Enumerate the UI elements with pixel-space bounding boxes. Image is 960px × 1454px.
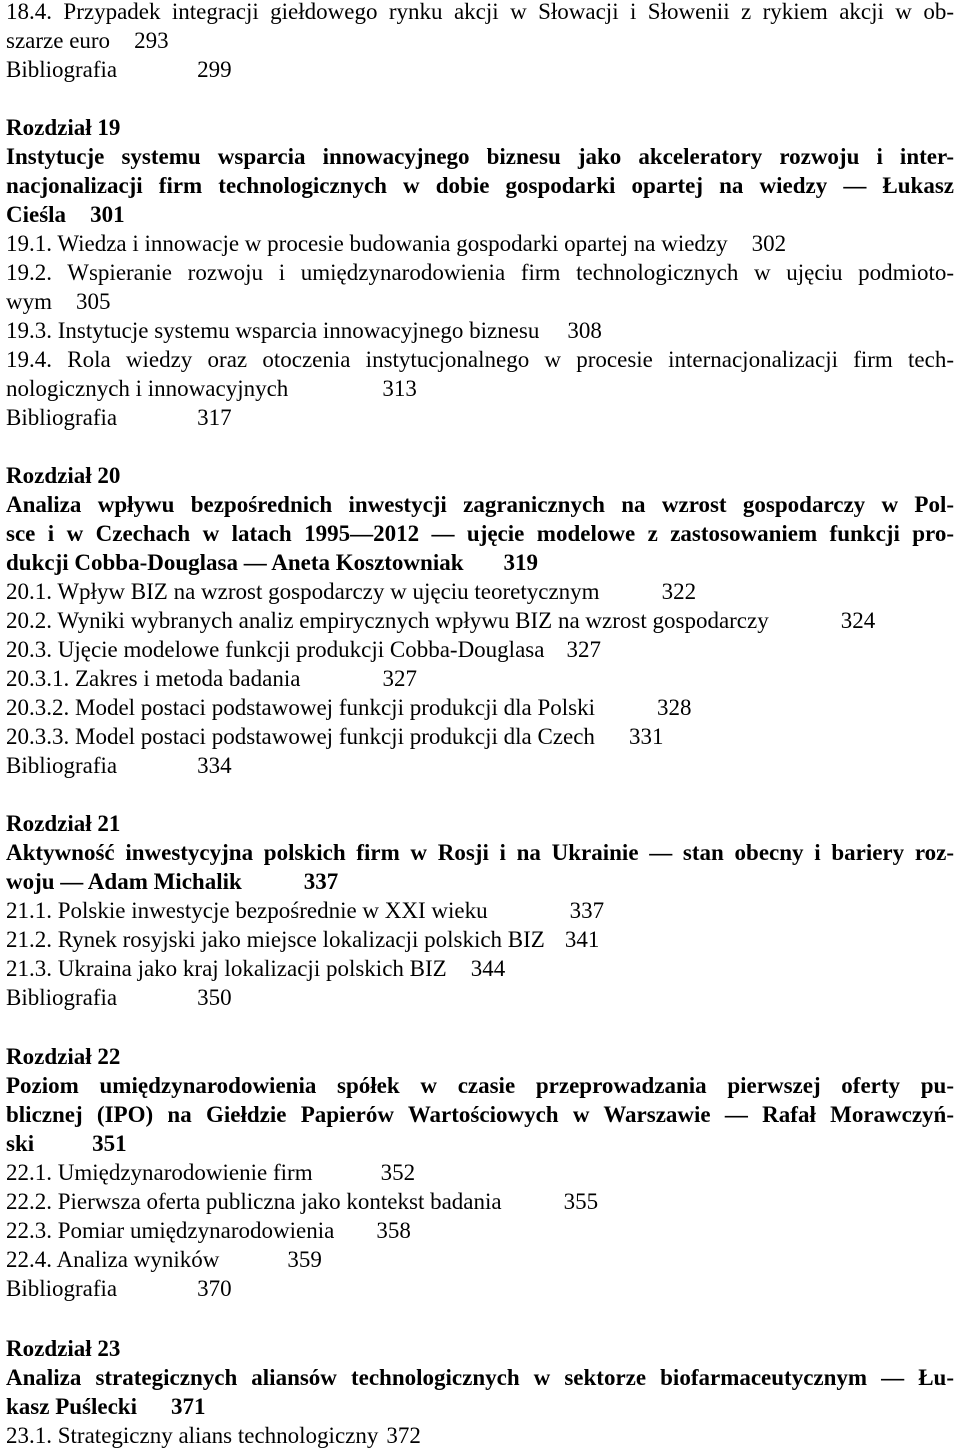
page-number: 328 xyxy=(656,695,692,720)
toc-entry xyxy=(6,375,954,404)
chapter-title-line xyxy=(6,549,954,578)
chapter-title-line xyxy=(6,1393,954,1422)
toc-entry-text: 20.3.2. Model postaci podstawowej funkcji produkcji dla Polski xyxy=(6,695,595,720)
toc-entry-text: 20.3. Ujęcie modelowe funkcji produkcji Cobba-Douglasa xyxy=(6,637,545,662)
toc-entry xyxy=(6,288,954,317)
toc-entry-text: Bibliografia xyxy=(6,985,118,1010)
chapter-title-line xyxy=(6,1130,954,1159)
toc-entry-text: 20.2. Wyniki wybranych analiz empirycznych wpływu BIZ na wzrost gospodarczy xyxy=(6,608,769,633)
toc-entry-text: Bibliografia xyxy=(6,57,118,82)
toc-entry-18-4-line1: 18.4. Przypadek integracji giełdowego rynku akcji w Słowacji i Słowenii z rykiem akcji w ob- xyxy=(6,0,954,24)
page-number: 337 xyxy=(569,898,605,923)
toc-entry xyxy=(6,955,954,984)
page-number: 359 xyxy=(287,1247,322,1272)
toc-entry xyxy=(6,1422,954,1451)
toc-entry-text: 21.3. Ukraina jako kraj lokalizacji polskich BIZ xyxy=(6,956,447,981)
toc-entry xyxy=(6,1159,954,1188)
page-number: 352 xyxy=(380,1160,416,1185)
page-number: 344 xyxy=(470,956,506,981)
toc-entry: 19.2. Wspieranie rozwoju i umiędzynarodowienia firm technologicznych w ujęciu podmioto- xyxy=(6,260,954,285)
toc-entry-text: 22.1. Umiędzynarodowienie firm xyxy=(6,1160,313,1185)
page-number: 299 xyxy=(197,57,232,82)
chapter-heading: Rozdział 21 xyxy=(6,811,121,836)
toc-entry xyxy=(6,665,954,694)
toc-entry xyxy=(6,926,954,955)
page-number: 355 xyxy=(563,1189,599,1214)
chapter-title-line: Instytucje systemu wsparcia innowacyjnego biznesu jako akceleratory rozwoju i inter- xyxy=(6,144,954,169)
chapter-title-text: Cieśla xyxy=(6,202,67,227)
chapter-title-line: Poziom umiędzynarodowienia spółek w czasie przeprowadzania pierwszej oferty pu- xyxy=(6,1073,954,1098)
page-number: 334 xyxy=(197,753,232,778)
toc-entry xyxy=(6,1188,954,1217)
toc-entry xyxy=(6,1217,954,1246)
toc-entry-text: 20.3.1. Zakres i metoda badania xyxy=(6,666,301,691)
chapter-title-line: Analiza wpływu bezpośrednich inwestycji zagranicznych na wzrost gospodarczy w Pol- xyxy=(6,492,954,517)
page-number: 293 xyxy=(134,28,169,53)
toc-entry xyxy=(6,636,954,665)
page-number: 350 xyxy=(197,985,232,1010)
toc-entry xyxy=(6,578,954,607)
page-number: 372 xyxy=(386,1423,421,1448)
page-number: 322 xyxy=(661,579,697,604)
toc-entry: 19.4. Rola wiedzy oraz otoczenia instytucjonalnego w procesie internacjonalizacji firm tech- xyxy=(6,347,954,372)
toc-entry xyxy=(6,897,954,926)
chapter-heading: Rozdział 20 xyxy=(6,463,121,488)
toc-entry-text: 22.2. Pierwsza oferta publiczna jako kontekst badania xyxy=(6,1189,502,1214)
page-number: 324 xyxy=(840,608,876,633)
page-number: 305 xyxy=(76,289,111,314)
toc-entry-text: 21.2. Rynek rosyjski jako miejsce lokalizacji polskich BIZ xyxy=(6,927,545,952)
page-number: 319 xyxy=(503,550,539,575)
chapter-title-text: ski xyxy=(6,1131,35,1156)
chapter-title-line xyxy=(6,201,954,230)
page-number: 351 xyxy=(92,1131,127,1156)
toc-entry xyxy=(6,1246,954,1275)
chapter-title-line: Analiza strategicznych aliansów technologicznych w sektorze biofarmaceutycznym — Łu- xyxy=(6,1365,954,1390)
toc-entry-text: Bibliografia xyxy=(6,753,118,778)
toc-entry-18-4-line2 xyxy=(6,27,954,56)
chapter-title-text: dukcji Cobba-Douglasa — Aneta Kosztowniak xyxy=(6,550,464,575)
toc-entry-text: 21.1. Polskie inwestycje bezpośrednie w XXI wieku xyxy=(6,898,488,923)
chapter-title-line: nacjonalizacji firm technologicznych w dobie gospodarki opartej na wiedzy — Łukasz xyxy=(6,173,954,198)
toc-entry-text: wym xyxy=(6,289,52,314)
toc-entry-text: 19.1. Wiedza i innowacje w procesie budowania gospodarki opartej na wiedzy xyxy=(6,231,728,256)
chapter-heading: Rozdział 23 xyxy=(6,1336,121,1361)
chapter-title-line: Aktywność inwestycyjna polskich firm w Rosji i na Ukrainie — stan obecny i bariery roz- xyxy=(6,840,954,865)
toc-entry-text: Bibliografia xyxy=(6,405,118,430)
toc-entry-bibliography xyxy=(6,404,954,433)
toc-entry-text: nologicznych i innowacyjnych xyxy=(6,376,289,401)
toc-entry xyxy=(6,694,954,723)
page-number: 308 xyxy=(567,318,602,343)
toc-entry xyxy=(6,723,954,752)
page-number: 327 xyxy=(566,637,601,662)
chapter-heading: Rozdział 19 xyxy=(6,115,121,140)
toc-entry-text: Bibliografia xyxy=(6,1276,118,1301)
chapter-title-line: sce i w Czechach w latach 1995—2012 — ujęcie modelowe z zastosowaniem funkcji pro- xyxy=(6,521,954,546)
page-number: 301 xyxy=(90,202,125,227)
page-number: 313 xyxy=(382,376,417,401)
page-number: 331 xyxy=(628,724,664,749)
page-number: 371 xyxy=(170,1394,206,1419)
page-number: 358 xyxy=(376,1218,411,1243)
chapter-title-text: kasz Puślecki xyxy=(6,1394,137,1419)
toc-entry-text: 22.4. Analiza wyników xyxy=(6,1247,220,1272)
page-number: 370 xyxy=(197,1276,232,1301)
chapter-title-line: blicznej (IPO) na Giełdzie Papierów Wartościowych w Warszawie — Rafał Morawczyń- xyxy=(6,1102,954,1127)
page-number: 341 xyxy=(564,927,600,952)
chapter-heading: Rozdział 22 xyxy=(6,1044,121,1069)
page-number: 317 xyxy=(197,405,232,430)
toc-entry-bibliography xyxy=(6,984,954,1013)
toc-entry-text: 20.3.3. Model postaci podstawowej funkcji produkcji dla Czech xyxy=(6,724,595,749)
toc-entry-text: 20.1. Wpływ BIZ na wzrost gospodarczy w ujęciu teoretycznym xyxy=(6,579,600,604)
toc-entry-text: szarze euro xyxy=(6,28,111,53)
toc-entry xyxy=(6,317,954,346)
toc-entry-bibliography xyxy=(6,1275,954,1304)
toc-entry xyxy=(6,607,954,636)
page-number: 327 xyxy=(382,666,417,691)
toc-entry-bibliography xyxy=(6,752,954,781)
toc-entry-text: 22.3. Pomiar umiędzynarodowienia xyxy=(6,1218,335,1243)
toc-entry-text: 23.1. Strategiczny alians technologiczny xyxy=(6,1423,379,1448)
page-number: 302 xyxy=(751,231,787,256)
chapter-title-line xyxy=(6,868,954,897)
page-number: 337 xyxy=(303,869,339,894)
toc-entry-text: 19.3. Instytucje systemu wsparcia innowacyjnego biznesu xyxy=(6,318,540,343)
chapter-title-text: woju — Adam Michalik xyxy=(6,869,242,894)
toc-entry xyxy=(6,230,954,259)
toc-entry-bibliography xyxy=(6,56,954,85)
